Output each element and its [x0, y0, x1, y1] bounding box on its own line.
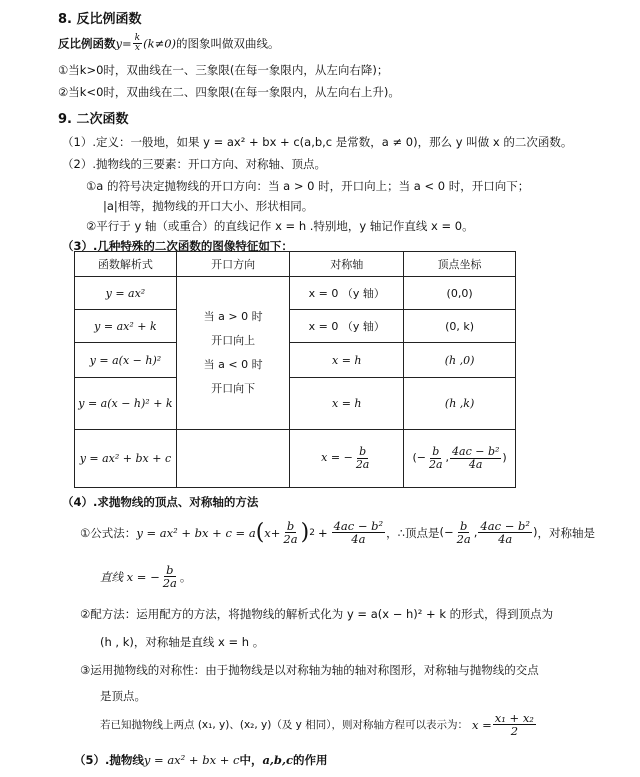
- vertex-frac2-den: 4a: [468, 458, 483, 471]
- m1-vfrac1-num: b: [459, 519, 468, 533]
- section-9-title: 9. 二次函数: [58, 112, 129, 127]
- m3c-num: x₁ + x₂: [494, 711, 534, 725]
- s9-p2: （2）.抛物线的三要素：开口方向、对称轴、顶点。: [62, 157, 326, 171]
- s5-prefix: （5）.抛物线: [74, 753, 144, 767]
- s8-item-2: ②当k<0时，双曲线在二、四象限(在每一象限内，从左向右上升)。: [58, 85, 400, 99]
- s9-p3: （3）.几种特殊的二次函数的图像特征如下：: [62, 239, 293, 253]
- s5-formula: y = ax² + bx + c: [143, 753, 240, 767]
- axis-prefix: x = −: [321, 451, 353, 465]
- row-axis: x = 0 （y 轴）: [290, 310, 404, 343]
- s9-p2c: ②平行于 y 轴（或重合）的直线记作 x = h .特别地，y 轴记作直线 x = 0。: [86, 219, 474, 233]
- def-formula-lhs: y=: [115, 36, 132, 51]
- table-row: [75, 310, 516, 343]
- m1-vertex-frac-2: [478, 520, 532, 545]
- vertex-frac1-num: b: [432, 445, 440, 459]
- m1-line2: 直线 x = −: [100, 569, 160, 584]
- table-row: [75, 343, 516, 378]
- m3c-frac: [493, 712, 536, 737]
- opening-cell: [176, 277, 290, 430]
- vertex-frac2-num: 4ac − b²: [452, 445, 500, 459]
- s5-title: [74, 752, 327, 768]
- m1-paren-open: (: [255, 520, 265, 546]
- m1-frac-c: [332, 520, 386, 545]
- row-function: y = ax² + k: [75, 310, 177, 343]
- header-opening: 开口方向: [176, 252, 290, 277]
- m3c-eq: x =: [472, 717, 492, 732]
- header-axis: 对称轴: [290, 252, 404, 277]
- s4-method-1: [80, 520, 595, 545]
- vertex-frac-2: [450, 446, 501, 470]
- vertex-frac-1: [427, 446, 445, 470]
- row-function: y = ax² + bx + c: [75, 430, 177, 488]
- row-vertex: (0, k): [404, 310, 516, 343]
- def-fraction: [133, 34, 142, 54]
- s5-abc: a,b,c: [262, 753, 293, 767]
- inverse-proportion-definition: [58, 34, 280, 54]
- s4-method-3: ③运用抛物线的对称性：由于抛物线是以对称轴为轴的轴对称图形，对称轴与抛物线的交点: [80, 663, 539, 677]
- m1-vfrac2-num: 4ac − b²: [480, 519, 530, 533]
- s4-method-3-line3: [100, 712, 537, 737]
- m1-mid: ，∴顶点是: [386, 525, 440, 540]
- s8-item-1: ①当k>0时，双曲线在一、三象限(在每一象限内，从左向右降)；: [58, 63, 389, 77]
- vertex-frac1-den: 2a: [428, 458, 443, 471]
- m1-x: x+: [264, 525, 281, 540]
- s5-mid: 中，: [239, 753, 263, 767]
- opening-line-3: 当 a < 0 时: [203, 358, 263, 371]
- m1-vfrac1-den: 2a: [456, 532, 471, 547]
- header-vertex: 顶点坐标: [404, 252, 516, 277]
- m1-frac-b2a: [281, 520, 299, 545]
- s4-method-2: ②配方法：运用配方的方法，将抛物线的解析式化为 y = a(x − h)² + k 的形式，得到顶点为: [80, 607, 554, 621]
- row-vertex: (0,0): [404, 277, 516, 310]
- row-axis: x = h: [290, 378, 404, 430]
- row-function: y = ax²: [75, 277, 177, 310]
- m1-l2-num: b: [166, 563, 174, 577]
- def-text: 的图象叫做双曲线。: [176, 36, 280, 51]
- s5-suffix: 的作用: [292, 753, 328, 767]
- m1-line2-period: 。: [179, 569, 192, 584]
- s9-p2b: |a|相等，抛物线的开口大小、形状相同。: [103, 199, 314, 213]
- table-row: [75, 378, 516, 430]
- opening-text: [177, 305, 290, 401]
- opening-line-1: 当 a > 0 时: [203, 310, 263, 323]
- row-function: y = a(x − h)² + k: [75, 378, 177, 430]
- axis-fraction: [354, 446, 372, 470]
- opening-empty: [176, 430, 290, 488]
- def-label: 反比例函数: [58, 36, 116, 51]
- m1-suffix: ，对称轴是: [537, 525, 595, 540]
- opening-line-4: 开口向下: [211, 382, 256, 395]
- header-function: 函数解析式: [75, 252, 177, 277]
- m1-frac-num: b: [286, 519, 295, 533]
- m3c-den: 2: [510, 724, 519, 739]
- s4-method-3-line2: 是顶点。: [100, 689, 146, 703]
- s9-p2a: ①a 的符号决定抛物线的开口方向：当 a > 0 时，开口向上；当 a < 0 时，开口向下；: [86, 179, 530, 193]
- table-header-row: [75, 252, 516, 277]
- m1-vfrac2-den: 4a: [498, 532, 513, 547]
- axis-frac-num: b: [359, 445, 367, 459]
- m1-frac-den: 2a: [283, 532, 298, 547]
- row-axis: x = 0 （y 轴）: [290, 277, 404, 310]
- def-num: k: [134, 33, 141, 43]
- s4-method-2-line2: (h , k)，对称轴是直线 x = h 。: [100, 635, 265, 649]
- def-den: x: [134, 43, 140, 54]
- m3c-text: 若已知抛物线上两点 (x₁, y)、(x₂, y)（及 y 相同），则对称轴方程可以表示为：: [100, 719, 468, 732]
- s4-title: （4）.求抛物线的顶点、对称轴的方法: [62, 495, 259, 509]
- m1-formula: y = ax² + bx + c = a: [136, 525, 256, 540]
- s9-p1: （1）.定义：一般地，如果 y = ax² + bx + c(a,b,c 是常数，a ≠ 0)，那么 y 叫做 x 的二次函数。: [62, 135, 573, 149]
- section-8-title: 8. 反比例函数: [58, 12, 142, 27]
- m1-prefix: ①公式法：: [80, 525, 137, 540]
- m1-line2-frac: [161, 564, 179, 589]
- m1-frac2-num: 4ac − b²: [333, 519, 384, 533]
- table-row: [75, 277, 516, 310]
- m1-l2-den: 2a: [162, 576, 177, 591]
- m1-vertex: (− $\frac{b}{2a}$ , $\frac{\text{4ac − b²}}{4a}$ ): [439, 519, 538, 547]
- m1-plus: +: [317, 525, 328, 540]
- row-axis: x = h: [290, 343, 404, 378]
- row-vertex: (h ,k): [404, 378, 516, 430]
- m1-square: 2: [309, 527, 315, 538]
- def-cond: (k≠0): [143, 36, 177, 51]
- m1-paren-close: ): [300, 520, 310, 546]
- row-function: y = a(x − h)²: [75, 343, 177, 378]
- quadratic-feature-table: [74, 251, 516, 488]
- opening-line-2: 开口向上: [211, 334, 256, 347]
- table-row: [75, 430, 516, 488]
- row-vertex-formula: (− $\frac{b}{2a}$ , $\frac{\text{4ac − b²}}{4a}$ ): [404, 430, 516, 488]
- row-axis-formula: [290, 430, 404, 488]
- m1-vertex-frac-1: [455, 520, 473, 545]
- m1-frac2-den: 4a: [351, 532, 366, 547]
- row-vertex: (h ,0): [404, 343, 516, 378]
- s4-method-1-line2: [100, 564, 191, 589]
- axis-frac-den: 2a: [355, 458, 370, 471]
